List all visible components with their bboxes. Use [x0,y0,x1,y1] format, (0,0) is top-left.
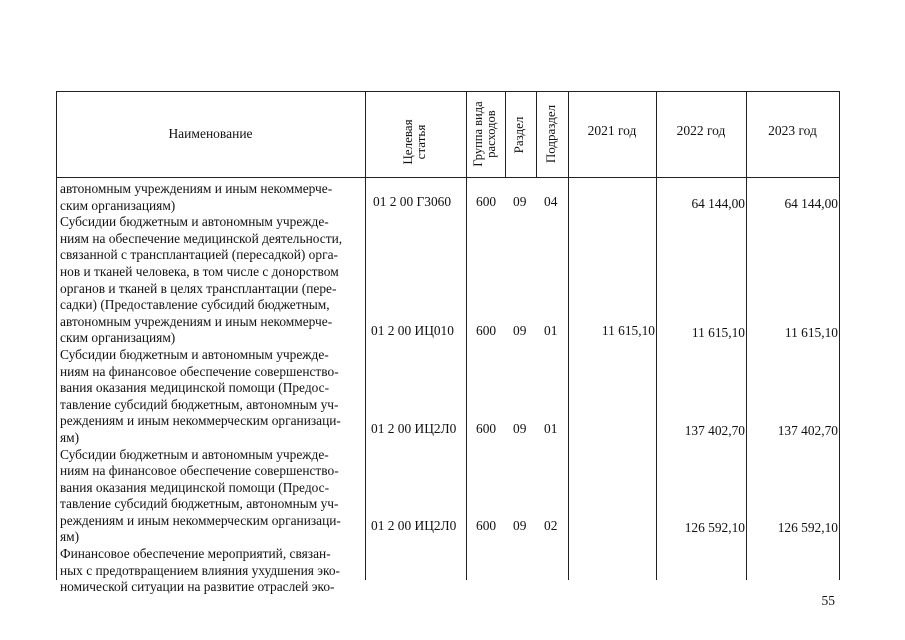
name-line: номической ситуации на развитие отраслей эко- [60,579,335,595]
name-line: автономным учреждениям и иным некоммерче- [60,181,333,196]
header-2023: 2023 год [768,123,817,138]
header-2021: 2021 год [587,123,637,138]
name-line: автономным учреждениям и иным некоммерче- [60,313,333,329]
name-line: тавление субсидий бюджетным, автономным уч- [60,496,339,512]
name-line: вания оказания медицинской помощи (Предос- [60,380,330,396]
amount-2023-cell: 64 144,00 [784,196,838,211]
name-line: ям) [60,429,80,445]
col-border [839,91,840,580]
name-line: садки) (Предоставление субсидий бюджетным, [60,297,330,313]
target-article-cell: 01 2 00 Г3060 [373,194,452,209]
amount-2021-cell: 11 615,10 [601,323,655,338]
name-line: органов и тканей в целях трансплантации (пере- [60,280,337,296]
header-group-line1: Группа вида [471,101,485,167]
header-section: Раздел [511,116,526,154]
header-target-line2: статья [413,124,428,160]
name-column-text [60,181,362,596]
section-cell: 09 [513,421,527,436]
header-bottom-border [56,177,840,178]
amount-2022-cell: 137 402,70 [684,423,745,438]
name-line: реждениям и иным некоммерческим организаци- [60,413,341,429]
header-name: Наименование [168,126,253,141]
expense-group-cell: 600 [476,194,497,209]
name-line: ниям на финансовое обеспечение совершенство- [60,363,339,379]
name-line: Субсидии бюджетным и автономным учрежде- [60,346,329,362]
name-line: связанной с трансплантацией (пересадкой) орга- [60,247,338,263]
expense-group-cell: 600 [476,421,497,436]
expense-group-cell: 600 [476,518,497,533]
col-border [466,91,467,580]
name-line: реждениям и иным некоммерческим организаци- [60,512,341,528]
name-line: ниям на обеспечение медицинской деятельности, [60,230,343,246]
subsection-cell: 02 [544,518,558,533]
header-2022: 2022 год [676,123,726,138]
amount-2022-cell: 64 144,00 [691,196,745,211]
name-line: ским организациям) [60,330,176,346]
header-target-article [401,102,431,182]
target-article-cell: 01 2 00 ИЦ2Л0 [371,518,457,533]
target-article-cell: 01 2 00 ИЦ010 [371,323,454,338]
subsection-cell: 01 [544,421,558,436]
name-line: ниям на финансовое обеспечение совершенство- [60,463,339,479]
name-line: Субсидии бюджетным и автономным учрежде- [60,214,329,230]
header-group-line2: расходов [484,110,498,158]
name-line: вания оказания медицинской помощи (Предос- [60,479,330,495]
section-cell: 09 [513,518,527,533]
section-cell: 09 [513,194,527,209]
section-cell: 09 [513,323,527,338]
name-line: ных с предотвращением влияния ухудшения эко- [60,562,340,578]
amount-2023-cell: 11 615,10 [784,325,838,340]
col-border [536,91,537,177]
subsection-cell: 04 [544,194,558,209]
amount-2023-cell: 137 402,70 [777,423,838,438]
target-article-cell: 01 2 00 ИЦ2Л0 [371,421,457,436]
header-target-line1: Целевая [400,119,415,165]
table-top-border [56,91,840,92]
page-number: 55 [821,593,835,608]
header-subsection: Подраздел [543,104,558,164]
name-line: Финансовое обеспечение мероприятий, связан- [60,546,331,562]
name-line: нов и тканей человека, в том числе с донорством [60,263,339,279]
subsection-cell: 01 [544,323,558,338]
col-border [56,91,57,580]
name-line: ским организациям) [60,197,176,213]
header-expense-group [472,94,500,174]
name-line: ям) [60,529,80,545]
col-border [505,91,506,177]
amount-2022-cell: 11 615,10 [691,325,745,340]
name-line: тавление субсидий бюджетным, автономным уч- [60,396,339,412]
name-line: Субсидии бюджетным и автономным учрежде- [60,446,329,462]
col-border [365,91,366,580]
amount-2022-cell: 126 592,10 [684,520,745,535]
expense-group-cell: 600 [476,323,497,338]
amount-2023-cell: 126 592,10 [777,520,838,535]
